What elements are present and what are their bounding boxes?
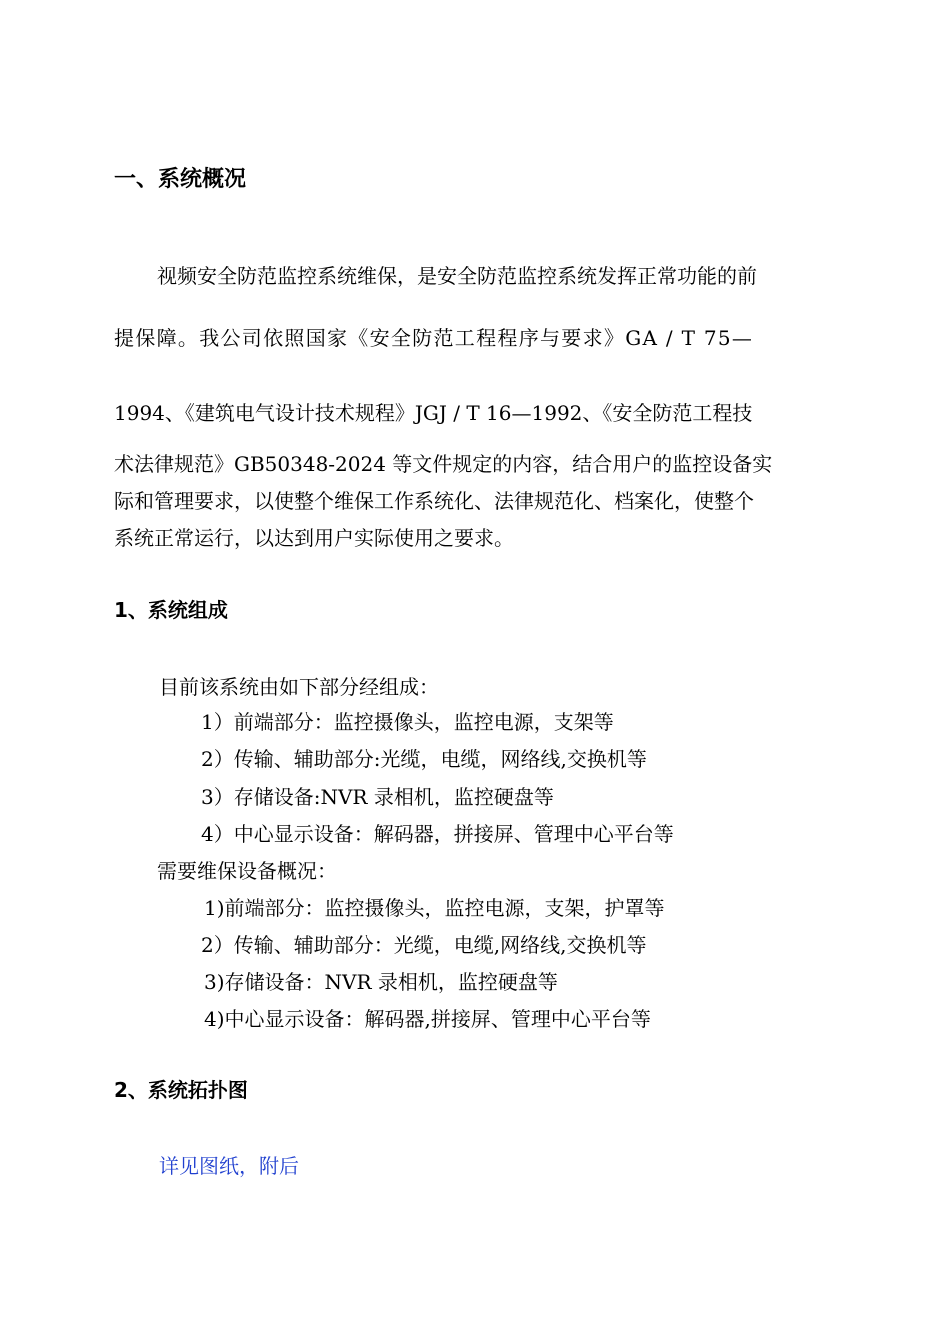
composition-item-4: 4）中心显示设备：解码器，拼接屏、管理中心平台等: [201, 822, 674, 846]
intro-line-2: 提保障。我公司依照国家《安全防范工程程序与要求》GA / T 75—: [114, 326, 754, 350]
maintenance-item-4: 4)中心显示设备：解码器,拼接屏、管理中心平台等: [204, 1007, 651, 1031]
maintenance-item-2: 2）传输、辅助部分：光缆，电缆,网络线,交换机等: [201, 933, 647, 957]
maintenance-item-1: 1)前端部分：监控摄像头，监控电源，支架，护罩等: [204, 896, 665, 920]
intro-line-6: 系统正常运行，以达到用户实际使用之要求。: [114, 526, 514, 550]
section-heading-topology: 2、系统拓扑图: [114, 1078, 248, 1102]
intro-line-5: 际和管理要求，以使整个维保工作系统化、法律规范化、档案化，使整个: [114, 489, 754, 513]
maintenance-intro: 需要维保设备概况：: [157, 859, 337, 883]
composition-item-3: 3）存储设备:NVR 录相机，监控硬盘等: [201, 785, 554, 809]
intro-line-1: 视频安全防范监控系统维保，是安全防范监控系统发挥正常功能的前: [157, 264, 757, 288]
intro-line-3: 1994、《建筑电气设计技术规程》JGJ / T 16—1992、《安全防范工程技: [114, 401, 753, 425]
intro-line-4: 术法律规范》GB50348-2024 等文件规定的内容，结合用户的监控设备实: [114, 452, 773, 476]
composition-item-2: 2）传输、辅助部分:光缆，电缆，网络线,交换机等: [201, 747, 647, 771]
maintenance-item-3: 3)存储设备：NVR 录相机，监控硬盘等: [204, 970, 558, 994]
drawing-reference-link[interactable]: 详见图纸，附后: [159, 1154, 299, 1178]
composition-intro: 目前该系统由如下部分经组成：: [159, 675, 439, 699]
section-heading-overview: 一、系统概况: [114, 167, 247, 192]
section-heading-composition: 1、系统组成: [114, 598, 228, 622]
composition-item-1: 1）前端部分：监控摄像头，监控电源，支架等: [201, 710, 614, 734]
